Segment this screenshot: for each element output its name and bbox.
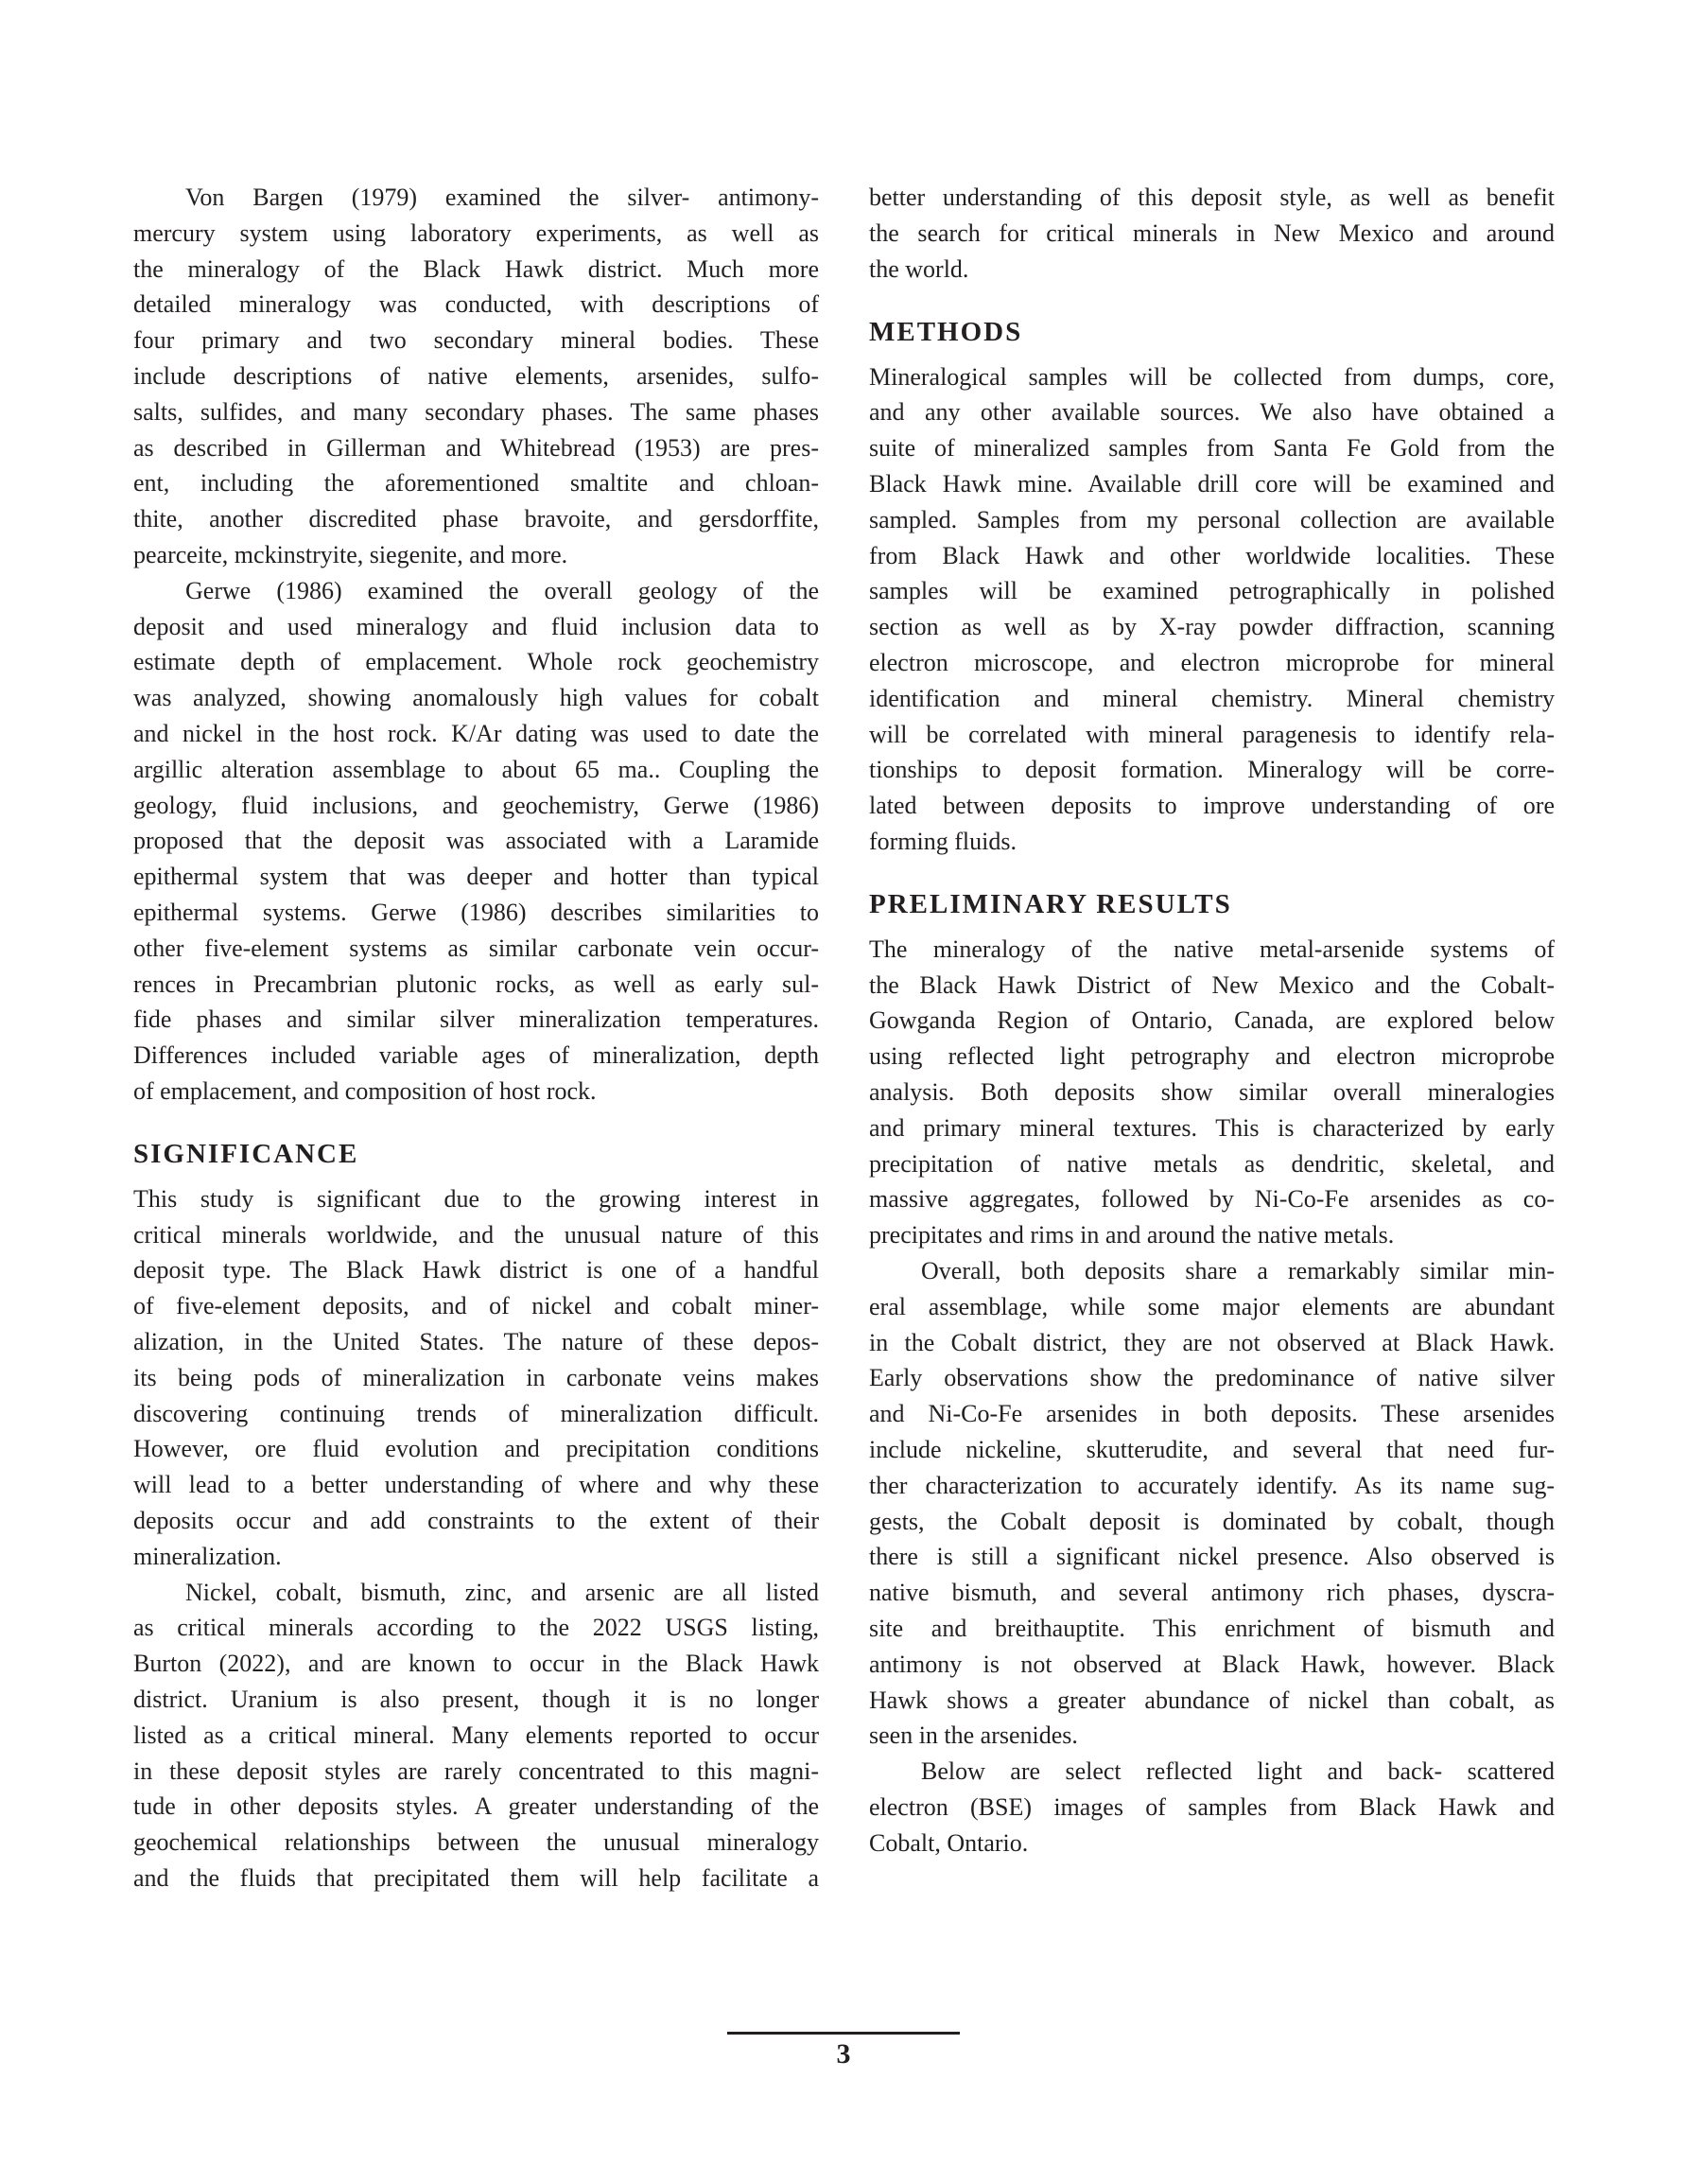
text-line: Gerwe (1986) examined the overall geology of the	[185, 576, 819, 604]
text-line: precipitation of native metals as dendritic, skeletal, and	[869, 1149, 1555, 1178]
text-line: deposit type. The Black Hawk district is one of a handful	[133, 1256, 819, 1284]
text-line: listed as a critical mineral. Many elements reported to occur	[133, 1721, 819, 1749]
text-line: discovering continuing trends of mineralization difficult.	[133, 1399, 819, 1427]
text-line: geochemical relationships between the unusual mineralogy	[133, 1828, 819, 1857]
text-line: Below are select reflected light and back- scattered	[921, 1757, 1555, 1786]
text-line: deposit and used mineralogy and fluid inclusion data to	[133, 612, 819, 640]
text-line: mineralization.	[133, 1542, 282, 1570]
text-line: Black Hawk mine. Available drill core will be examined and	[869, 469, 1555, 498]
text-line: of five-element deposits, and of nickel and cobalt miner-	[133, 1292, 819, 1320]
text-line: deposits occur and add constraints to the extent of their	[133, 1507, 819, 1535]
text-line: tionships to deposit formation. Mineralogy will be corre-	[869, 756, 1555, 784]
text-line: salts, sulfides, and many secondary phases. The same phases	[133, 397, 819, 426]
text-line: analysis. Both deposits show similar overall mineralogies	[869, 1078, 1555, 1107]
text-line: Burton (2022), and are known to occur in the Black Hawk	[133, 1650, 819, 1678]
text-line: geology, fluid inclusions, and geochemistry, Gerwe (1986)	[133, 791, 819, 819]
text-line: suite of mineralized samples from Santa Fe Gold from the	[869, 434, 1555, 463]
text-line: as described in Gillerman and Whitebread (1953) are pres-	[133, 433, 819, 462]
text-line: the search for critical minerals in New Mexico and around	[869, 218, 1555, 247]
text-line: epithermal system that was deeper and hotter than typical	[133, 863, 819, 891]
paragraph-methods	[869, 359, 1555, 860]
text-line: massive aggregates, followed by Ni-Co-Fe arsenides as co-	[869, 1185, 1555, 1214]
paragraph-results-overall	[869, 1253, 1555, 1754]
heading-preliminary-results: PRELIMINARY RESULTS	[869, 888, 1232, 919]
text-line: its being pods of mineralization in carbonate veins makes	[133, 1363, 819, 1391]
text-line: Gowganda Region of Ontario, Canada, are explored below	[869, 1006, 1555, 1035]
text-line: tude in other deposits styles. A greater understanding of the	[133, 1792, 819, 1821]
text-line: seen in the arsenides.	[869, 1721, 1078, 1750]
text-line: as critical minerals according to the 2022 USGS listing,	[133, 1614, 819, 1642]
text-line: Cobalt, Ontario.	[869, 1828, 1029, 1857]
text-line: Early observations show the predominance of native silver	[869, 1364, 1555, 1392]
text-line: and Ni-Co-Fe arsenides in both deposits. These arsenides	[869, 1400, 1555, 1428]
text-line: The mineralogy of the native metal-arsenide systems of	[869, 935, 1555, 963]
text-line: there is still a significant nickel presence. Also observed is	[869, 1543, 1555, 1571]
text-line: rences in Precambrian plutonic rocks, as well as early sul-	[133, 970, 819, 998]
text-line: eral assemblage, while some major elements are abundant	[869, 1292, 1555, 1320]
text-line: the world.	[869, 254, 969, 283]
text-line: native bismuth, and several antimony rich phases, dyscra-	[869, 1579, 1555, 1607]
text-line: Hawk shows a greater abundance of nickel than cobalt, as	[869, 1686, 1555, 1714]
text-line: Differences included variable ages of mineralization, depth	[133, 1041, 819, 1070]
paragraph-significance-intro	[133, 1181, 819, 1575]
text-line: Von Bargen (1979) examined the silver- antimony-	[185, 183, 819, 211]
text-line: critical minerals worldwide, and the unusual nature of this	[133, 1220, 819, 1249]
text-line: Mineralogical samples will be collected from dumps, core,	[869, 362, 1555, 391]
text-line: ent, including the aforementioned smaltite and chloan-	[133, 469, 819, 498]
text-line: Nickel, cobalt, bismuth, zinc, and arsenic are all listed	[185, 1578, 819, 1606]
text-line: argillic alteration assemblage to about 65 ma.. Coupling the	[133, 755, 819, 783]
text-line: precipitates and rims in and around the native metals.	[869, 1221, 1395, 1249]
section-preliminary-results	[869, 887, 1555, 1861]
text-line: sampled. Samples from my personal collection are available	[869, 505, 1555, 533]
text-line: mercury system using laboratory experiments, as well as	[133, 218, 819, 247]
text-line: section as well as by X-ray powder diffraction, scanning	[869, 613, 1555, 641]
text-line: However, ore fluid evolution and precipitation conditions	[133, 1435, 819, 1463]
text-line: the Black Hawk District of New Mexico and the Cobalt-	[869, 970, 1555, 999]
section-significance	[133, 1137, 819, 1896]
text-line: thite, another discredited phase bravoite, and gersdorffite,	[133, 505, 819, 533]
text-line: better understanding of this deposit style, as well as benefit	[869, 183, 1555, 211]
text-line: in these deposit styles are rarely concentrated to this magni-	[133, 1756, 819, 1785]
text-line: epithermal systems. Gerwe (1986) describes similarities to	[133, 898, 819, 926]
page-number: 3	[836, 2038, 851, 2070]
text-line: will lead to a better understanding of where and why these	[133, 1471, 819, 1499]
text-line: alization, in the United States. The nature of these depos-	[133, 1328, 819, 1356]
section-significance-continued	[869, 180, 1555, 287]
text-line: in the Cobalt district, they are not observed at Black Hawk.	[869, 1328, 1555, 1356]
heading-significance: SIGNIFICANCE	[133, 1138, 359, 1169]
text-line: proposed that the deposit was associated with a Laramide	[133, 827, 819, 855]
text-line: forming fluids.	[869, 827, 1017, 855]
text-line: pearceite, mckinstryite, siegenite, and more.	[133, 540, 568, 568]
text-line: was analyzed, showing anomalously high values for cobalt	[133, 684, 819, 712]
text-line: fide phases and similar silver mineralization temperatures.	[133, 1005, 819, 1034]
text-line: include descriptions of native elements, arsenides, sulfo-	[133, 361, 819, 390]
text-line: lated between deposits to improve understanding of ore	[869, 792, 1555, 820]
text-line: district. Uranium is also present, though it is no longer	[133, 1686, 819, 1714]
text-line: using reflected light petrography and electron microprobe	[869, 1042, 1555, 1071]
text-line: samples will be examined petrographically in polished	[869, 577, 1555, 605]
text-line: This study is significant due to the growing interest in	[133, 1184, 819, 1213]
text-line: estimate depth of emplacement. Whole rock geochemistry	[133, 648, 819, 676]
section-methods	[869, 315, 1555, 860]
text-line: and any other available sources. We also have obtained a	[869, 398, 1555, 427]
text-line: electron microscope, and electron microprobe for mineral	[869, 648, 1555, 676]
text-line: ther characterization to accurately identify. As its name sug-	[869, 1471, 1555, 1499]
text-line: from Black Hawk and other worldwide localities. These	[869, 541, 1555, 569]
text-line: identification and mineral chemistry. Mineral chemistry	[869, 684, 1555, 712]
paragraph-critical-minerals-continued	[869, 180, 1555, 287]
paragraph-critical-minerals	[133, 1575, 819, 1896]
paragraph-von-bargen	[133, 180, 819, 573]
left-text-column	[133, 180, 819, 1896]
text-line: will be correlated with mineral paragenesis to identify rela-	[869, 720, 1555, 748]
text-line: antimony is not observed at Black Hawk, however. Black	[869, 1650, 1555, 1678]
right-text-column	[869, 180, 1555, 1861]
paragraph-results-images	[869, 1754, 1555, 1861]
text-line: gests, the Cobalt deposit is dominated by cobalt, though	[869, 1507, 1555, 1535]
text-line: include nickeline, skutterudite, and several that need fur-	[869, 1436, 1555, 1464]
section-background-continued	[133, 180, 819, 1109]
text-line: and nickel in the host rock. K/Ar dating was used to date the	[133, 719, 819, 747]
text-line: of emplacement, and composition of host rock.	[133, 1076, 597, 1105]
paragraph-gerwe	[133, 573, 819, 1109]
heading-methods: METHODS	[869, 316, 1023, 347]
footer-rule	[727, 2032, 960, 2035]
text-line: other five-element systems as similar carbonate vein occur-	[133, 934, 819, 962]
text-line: Overall, both deposits share a remarkably similar min-	[921, 1257, 1555, 1285]
text-line: four primary and two secondary mineral bodies. These	[133, 326, 819, 355]
text-line: and the fluids that precipitated them will help facilitate a	[133, 1864, 819, 1893]
text-line: detailed mineralogy was conducted, with descriptions of	[133, 290, 819, 319]
text-line: site and breithauptite. This enrichment of bismuth and	[869, 1615, 1555, 1643]
text-line: the mineralogy of the Black Hawk district. Much more	[133, 254, 819, 283]
paragraph-results-mineralogy	[869, 932, 1555, 1253]
text-line: electron (BSE) images of samples from Black Hawk and	[869, 1793, 1555, 1822]
text-line: and primary mineral textures. This is characterized by early	[869, 1113, 1555, 1142]
